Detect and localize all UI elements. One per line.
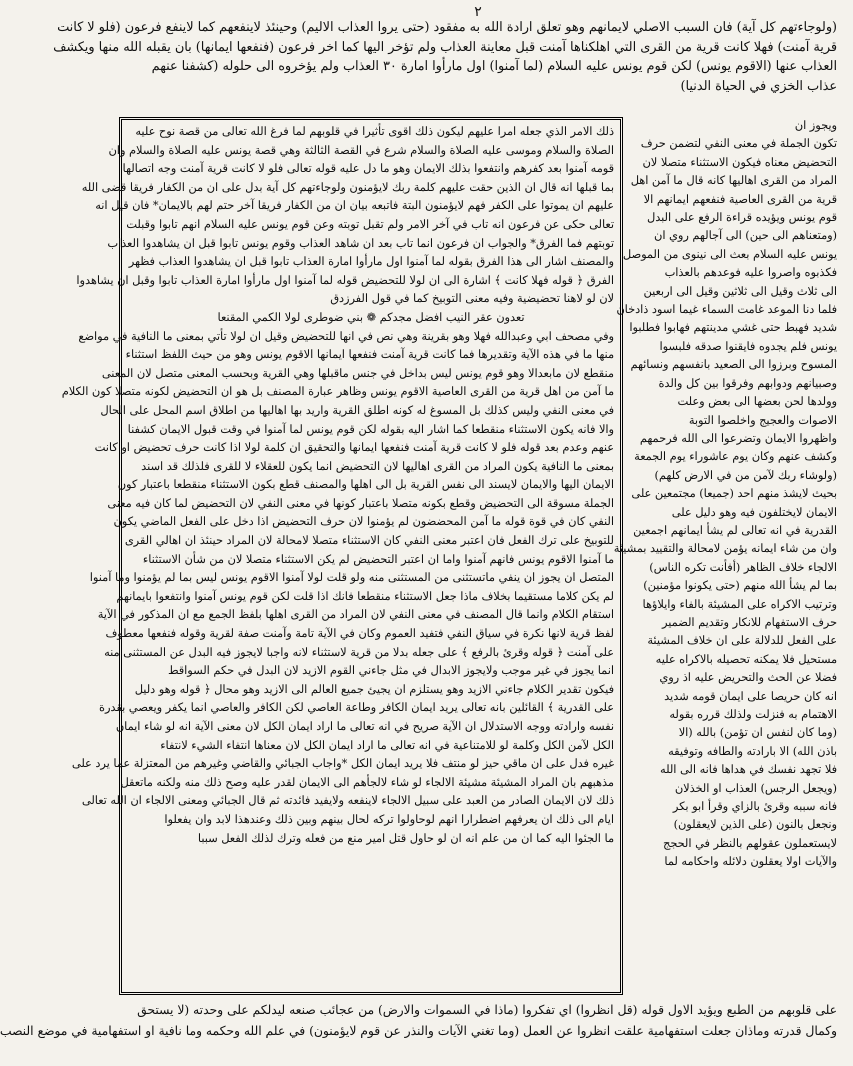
commentary-line: عنهم وعدم بعد قوله فلو لا كانت قرية آمنت فنفعها ايمانها والتحقيق ان كلمة لولا اذا كانت حرف تحضيض او كانت [94, 441, 614, 455]
main-text-line: الالجاء خلاف الظاهر (أفأنت تكره الناس) [649, 560, 837, 574]
commentary-line: عليهم ان يموتوا على الكفر فهم لايؤمنون البتة فاتبعه بيان ان من الكفار فريقا آخر حتم لهم بالايمان* فان قيل انه [95, 199, 614, 213]
commentary-line: بما قبلها انه قال ان الذين حقت عليهم كلمة ربك لايؤمنون ولوجاءتهم كل آية بدل على ان من الكفار فريقا قضى الله [81, 180, 614, 194]
main-text-line: ويجوز ان [794, 119, 837, 132]
commentary-line: في معنى النفي وليس كذلك بل المسوغ له كونه اطلق القرية واريد بها اهاليها من اطلاق اسم المحل على الحال [100, 403, 614, 417]
main-text-line: وولدها لحن بعضها الى بعض وعلت [677, 395, 837, 409]
commentary-line: للتوبيخ على ترك الفعل فان اعتبر معنى النفي كان الاستثناء متصلا لامحالة لان المراد حينئذ ان اهالي القرى [124, 534, 614, 548]
main-text-column [613, 117, 837, 997]
commentary-line: والمصنف اشار الى هذا الفرق بقوله لما آمنوا اول مارأوا امارة العذاب تابوا قبل ان يشاهدوا العذاب فظهر [128, 255, 614, 269]
commentary-line: توبتهم فما الفرق* والجواب ان فرعون انما تاب بعد ان شاهد العذاب وقوم يونس تابوا قبل ان يشاهدوا العذاب [107, 236, 614, 250]
main-text-line: ونجعل بالنون (على الذين لايعقلون) [673, 818, 837, 832]
commentary-line: الكل لآمن الكل وكلمة لو للامتناعية في انه تعالى ما اراد ايمان الكل لان معناها انتفاء الشيء لانتفاء [160, 738, 614, 752]
top-line: (ولوجاءتهم كل آية) فان السبب الاصلي لايمانهم وهو تعلق ارادة الله به مفقود (حتى يروا العذاب الاليم) وحينئذ لاينفعهم كما لاينفع فرعون (فلو لا كانت [57, 20, 837, 35]
main-text-line: يونس فلم يجدوه فايقنوا صدقه فلبسوا [659, 339, 837, 353]
main-text-line: تكون الجملة في معنى النفي لتضمن حرف [640, 137, 837, 151]
commentary-line: ما آمنوا الاقوم يونس فانهم آمنوا واما ان اعتبر التحضيض لم يكن الاستثناء متصلا لان من شأن الاستثناء [142, 552, 614, 566]
commentary-line: الصلاة والسلام وموسى عليه الصلاة والسلام شرع في القصة الثالثة وهي قصة يونس عليه الصلاة والسلام وان [108, 143, 614, 157]
main-text-line: فلا تجهد نفسك في هداها فانه الى الله [660, 763, 837, 777]
commentary-line: الفرق ﴿ قوله فهلا كانت ﴾ اشارة الى ان لولا للتحضيض قوله لما آمنوا اول مارأوا امارة العذاب تابوا وقبل ان يشاهدوا [76, 273, 614, 287]
main-text-line: (وما كان لنفس ان تؤمن) بالله (الا [678, 726, 837, 740]
main-text-line: وصبيانهم ودوابهم وفرقوا بين كل والدة [658, 376, 837, 390]
commentary-line: منقطع لان مابعدالا وهو قوم يونس ليس بداخل في جنس ماقبلها وهي القرية وبحسب المعنى متصل لان المعنى [101, 366, 614, 380]
commentary-line: استقام الكلام وانما قال المصنف في معنى النفي لان المراد من القرى اهلها بلفظ الجمع مع ان المذكور في الآية [97, 608, 614, 622]
commentary-line: غيره فدل على ان ماقي حيز لو منتف فلا يريد ايمان الكل *واجاب الجبائي والقاضي وغيرهم من المعتزلة عما يرد على [71, 757, 614, 771]
commentary-line: انما يجوز في غير موجب ولايجوز الابدال في مثل جاءني القوم الازيد لان البدل في حكم السواقط [168, 664, 614, 678]
main-text-line: القدرية في انه تعالى لم يشأ ايمانهم اجمعين [633, 523, 837, 537]
main-text-line: واظهروا الايمان وتضرعوا الى الله فرحمهم [639, 431, 837, 445]
commentary-line: ذلك لان الايمان الصادر من العبد على سبيل الالجاء لاينفعه ولايفيد فائدته ثم قال الجبائي ومعنى الالجاء ان الله تعالى [81, 794, 614, 808]
commentary-line: ايام الى ذلك ان يعرفهم اضطرارا انهم لوحاولوا تركه لحال بينهم وبين ذلك وعندهذا لابد وان يفعلوا [164, 812, 614, 826]
commentary-line: منها ما في هذه الآية وتقديرها فما كانت قرية آمنت فنفعها ايمانها الاقوم يونس وهو من حيث اللفظ استثناء [125, 348, 614, 362]
commentary-line: قومه آمنوا بعد كفرهم وانتفعوا بذلك الايمان وهو ما دل عليه قوله تعالى فلو لا كانت قرية آمنت وجه اتصالها [122, 162, 614, 176]
commentary-line: المتصل ان يجوز ان ينفي ماتستثنى من المستثنى منه ولو قلت لولا آمنوا الاقوم يونس ليس بما لم يؤمنوا وما آمنوا [89, 571, 614, 585]
main-text-line: الاصوات والعجيج واخلصوا التوبة [688, 413, 837, 427]
main-text-line: قوم يونس ويؤيده قراءة الرفع على البدل [647, 211, 837, 225]
main-text-line: وان من شاء ايمانه يؤمن لامحالة والتقييد بمشيئة [613, 542, 837, 556]
main-text-line: فانه سببه وقرئ بالزاي وقرأ ابو بكر [672, 800, 837, 814]
main-text-line: (ولوشاء ربك لآمن من في الارض كلهم) [654, 468, 837, 482]
commentary-line: على آمنت ﴿ قوله وقرئ بالرفع ﴾ على جعله بدلا من قرية لاستثناء لانه واجبا لايجوز فيه البدل عن المستثنى منه [104, 645, 614, 659]
main-text-line: حرف الاستفهام للانكار وتقديم الضمير [661, 615, 837, 629]
commentary-line: النفي كان في قوة قوله ما آمن المحضضون لم يؤمنوا لان حرف التحضيض اذا دخل على الفعل الماضي يكون [113, 515, 614, 529]
commentary-line: لم يكن كلاما مستقيما بخلاف ماذا جعل الاستثناء منقطعا فانك اذا قلت لكن قوم يونس آمنوا وانتفعوا بايمانهم [116, 589, 614, 603]
main-text-line: بحيث لايشذ منهم احد (جميعا) مجتمعين على [631, 487, 837, 501]
main-text-line: انه كان حريصا على ايمان قومه شديد [664, 689, 837, 703]
commentary-line: ذلك الامر الذي جعله امرا عليهم ليكون ذلك اقوى تأثيرا في قلوبهم لما فرغ الله تعالى من قصة نوح عليه [135, 125, 614, 138]
main-text-line: وترتيب الاكراه على المشيئة بالفاء وايلاؤها [642, 597, 837, 611]
commentary-line: الايمان اليها والايمان لايسند الى نفس القرية بل الى اهلها والمصنف قطع بكون الاستثناء منقطعا باعتبار كون [117, 478, 614, 492]
main-text-line: فكذبوه واصروا عليه فوعدهم بالعذاب [664, 266, 837, 280]
main-text-line: قرية من القرى العاصية فنفعهم ايمانهم الا [643, 192, 837, 206]
main-text-line: والآيات اولا يعقلون دلائله واحكامه لما [664, 855, 837, 869]
top-text-block [53, 18, 837, 96]
main-text-line: (ويجعل الرجس) العذاب او الخذلان [674, 781, 837, 795]
commentary-line: ما آمن من اهل قرية من القرى العاصية الاقوم يونس وظاهر عبارة المصنف بل هو ان التحضيض لكونه متصلا كون الكلام [61, 385, 614, 399]
main-text-line: بما لم يشأ الله منهم (حتى يكونوا مؤمنين) [643, 579, 837, 593]
main-text-line: الايمان لايختلفون فيه وهو دليل على [671, 505, 837, 519]
commentary-line: فيكون تقدير الكلام جاءني الازيد وهو يستلزم ان يجيئ جميع العالم الى الازيد وهو محال ﴿ قوله وهو دليل [134, 682, 614, 696]
poetry-verse: تعدون عقر النيب افضل مجدكم ❁ بني ضوطرى لولا الكمي المقنعا [217, 310, 525, 324]
commentary-line: الجملة مسوقة الى التحضيض وقطع بكونه متصلا باعتبار كونها في معنى النفي لان التحضيض لما كان فيه معنى [107, 496, 614, 510]
commentary-line: وفي مصحف ابي وعبدالله فهلا وهو بقرينة وهي نص في انها للتحضيض وقيل ان لولا تأتي بمعنى ما النافية في مواضع [78, 329, 614, 343]
bottom-text-block [0, 1000, 837, 1042]
main-text-line: (ومتعناهم الى حين) الى آجالهم روي ان [654, 229, 837, 243]
commentary-line: نفسه وارادته ووجه الاستدلال ان الآية صريح في انه تعالى ما اراد ايمان الكل لان معنى الآية انه لو شاء ايمان [115, 720, 614, 733]
page-number: ٢ [474, 4, 482, 20]
main-text-line: فضلا عن الحث والتحريض عليه اذ روي [659, 671, 837, 685]
top-line: قرية آمنت) فهلا كانت قرية من القرى التي اهلكناها آمنت قبل معاينة العذاب ولم تؤخر اليها كما اخر فرعون (فنفعها ايمانها) بان يقبله الله منها ويكشف [53, 39, 837, 55]
main-text-line: وكشف عنهم وكان يوم عاشوراء يوم الجمعة [634, 450, 837, 464]
main-text-line: فلما دنا الموعد غامت السماء غيما اسود ذادخان [616, 303, 837, 317]
main-text-line: المراد من القرى اهاليها كانه قال ما آمن اهل [630, 174, 837, 188]
main-text-line: على الفعل للدلالة على ان خلاف المشيئة [647, 634, 837, 648]
bottom-line: وكمال قدرته وماذان جعلت استفهامية علقت انظروا عن العمل (وما تغني الآيات والنذر عن قوم لايؤمنون) في علم الله وحكمه وما نافية او استفهامية في موضع النصب [0, 1024, 837, 1038]
commentary-line: لفظ قرية لانها نكرة في سياق النفي فتفيد العموم وكان في الآية تامة وآمنت صفة لقرية وقوله فنفعها معطوف [105, 627, 614, 641]
commentary-line: مذهبهم بان المراد المشيئة مشيئة الالجاء لو شاء لالجأهم الى الايمان لقدر عليه وصح ذلك منه ولكنه ماتعقل [120, 775, 614, 789]
main-text-line: يونس عليه السلام بعث الى نينوى من الموصل [622, 247, 837, 261]
bottom-line: على قلوبهم من الطبع ويؤيد الاول قوله (قل انظروا) اي تفكروا (ماذا في السموات والارض) من عجائب صنعه ليدلكم على وحدته (لا يستحق [137, 1003, 837, 1017]
main-text-line: شديد فهبط حتى غشي مدينتهم فهابوا فطلبوا [629, 321, 837, 335]
main-text-line: مستحيل فلا يمكنه تحصيله بالاكراه عليه [655, 652, 837, 666]
top-line: عذاب الخزي في الحياة الدنيا) [680, 78, 837, 94]
main-text-line: التحضيض معناه فيكون الاستثناء متصلا لان [642, 155, 837, 169]
commentary-box [61, 117, 623, 995]
top-line: العذاب عنها (الاقوم يونس) لكن قوم يونس عليه السلام (لما آمنوا) اول مارأوا امارة ٣٠ العذاب ولم يؤخروه الى حلوله (كشفنا عنهم [151, 59, 837, 74]
main-text-line: لايستعملون عقولهم بالنظر في الحجج [663, 836, 837, 850]
commentary-line: ما الجئوا اليه كما ان من علم انه ان لو حاول قتل امير منع من فعله وترك لذلك الفعل سببا [197, 831, 614, 845]
commentary-line: لان لو لاهنا تحضيضية وفيه معنى التوبيخ كما في قول الفرزدق [330, 292, 614, 306]
commentary-line: والا فانه يكون الاستثناء منقطعا كما اشار اليه بقوله لكن قوم يونس لما آمنوا في وقت قبول الايمان كشفنا [127, 422, 614, 436]
main-text-line: الاهتمام به فنزلت ولذلك قرره بقوله [669, 708, 837, 721]
main-text-line: المسوح وبرزوا الى الصعيد بانفسهم ونسائهم [630, 358, 837, 372]
main-text-line: الى ثلاث وقيل الى ثلاثين وقيل الى اربعين [643, 284, 837, 298]
commentary-line: بمعنى ما النافية يكون المراد من القرى اهاليها لان التحضيض انما يكون للعقلاء لا للقرى فلذلك قد اسند [141, 459, 614, 473]
commentary-line: تعالى حكى عن فرعون انه تاب في آخر الامر ولم تقبل توبته وعن قوم يونس عليه السلام انهم تابوا وقبلت [126, 217, 614, 231]
main-text-line: باذن الله) الا بارادته والطافه وتوفيقه [668, 744, 837, 758]
commentary-line: على القدرية ﴾ القائلين بانه تعالى يريد ايمان الكافر وطاعة العاصي لكن الكافر والعاصي انما يكفر ويعصي بقدرة [99, 701, 614, 715]
